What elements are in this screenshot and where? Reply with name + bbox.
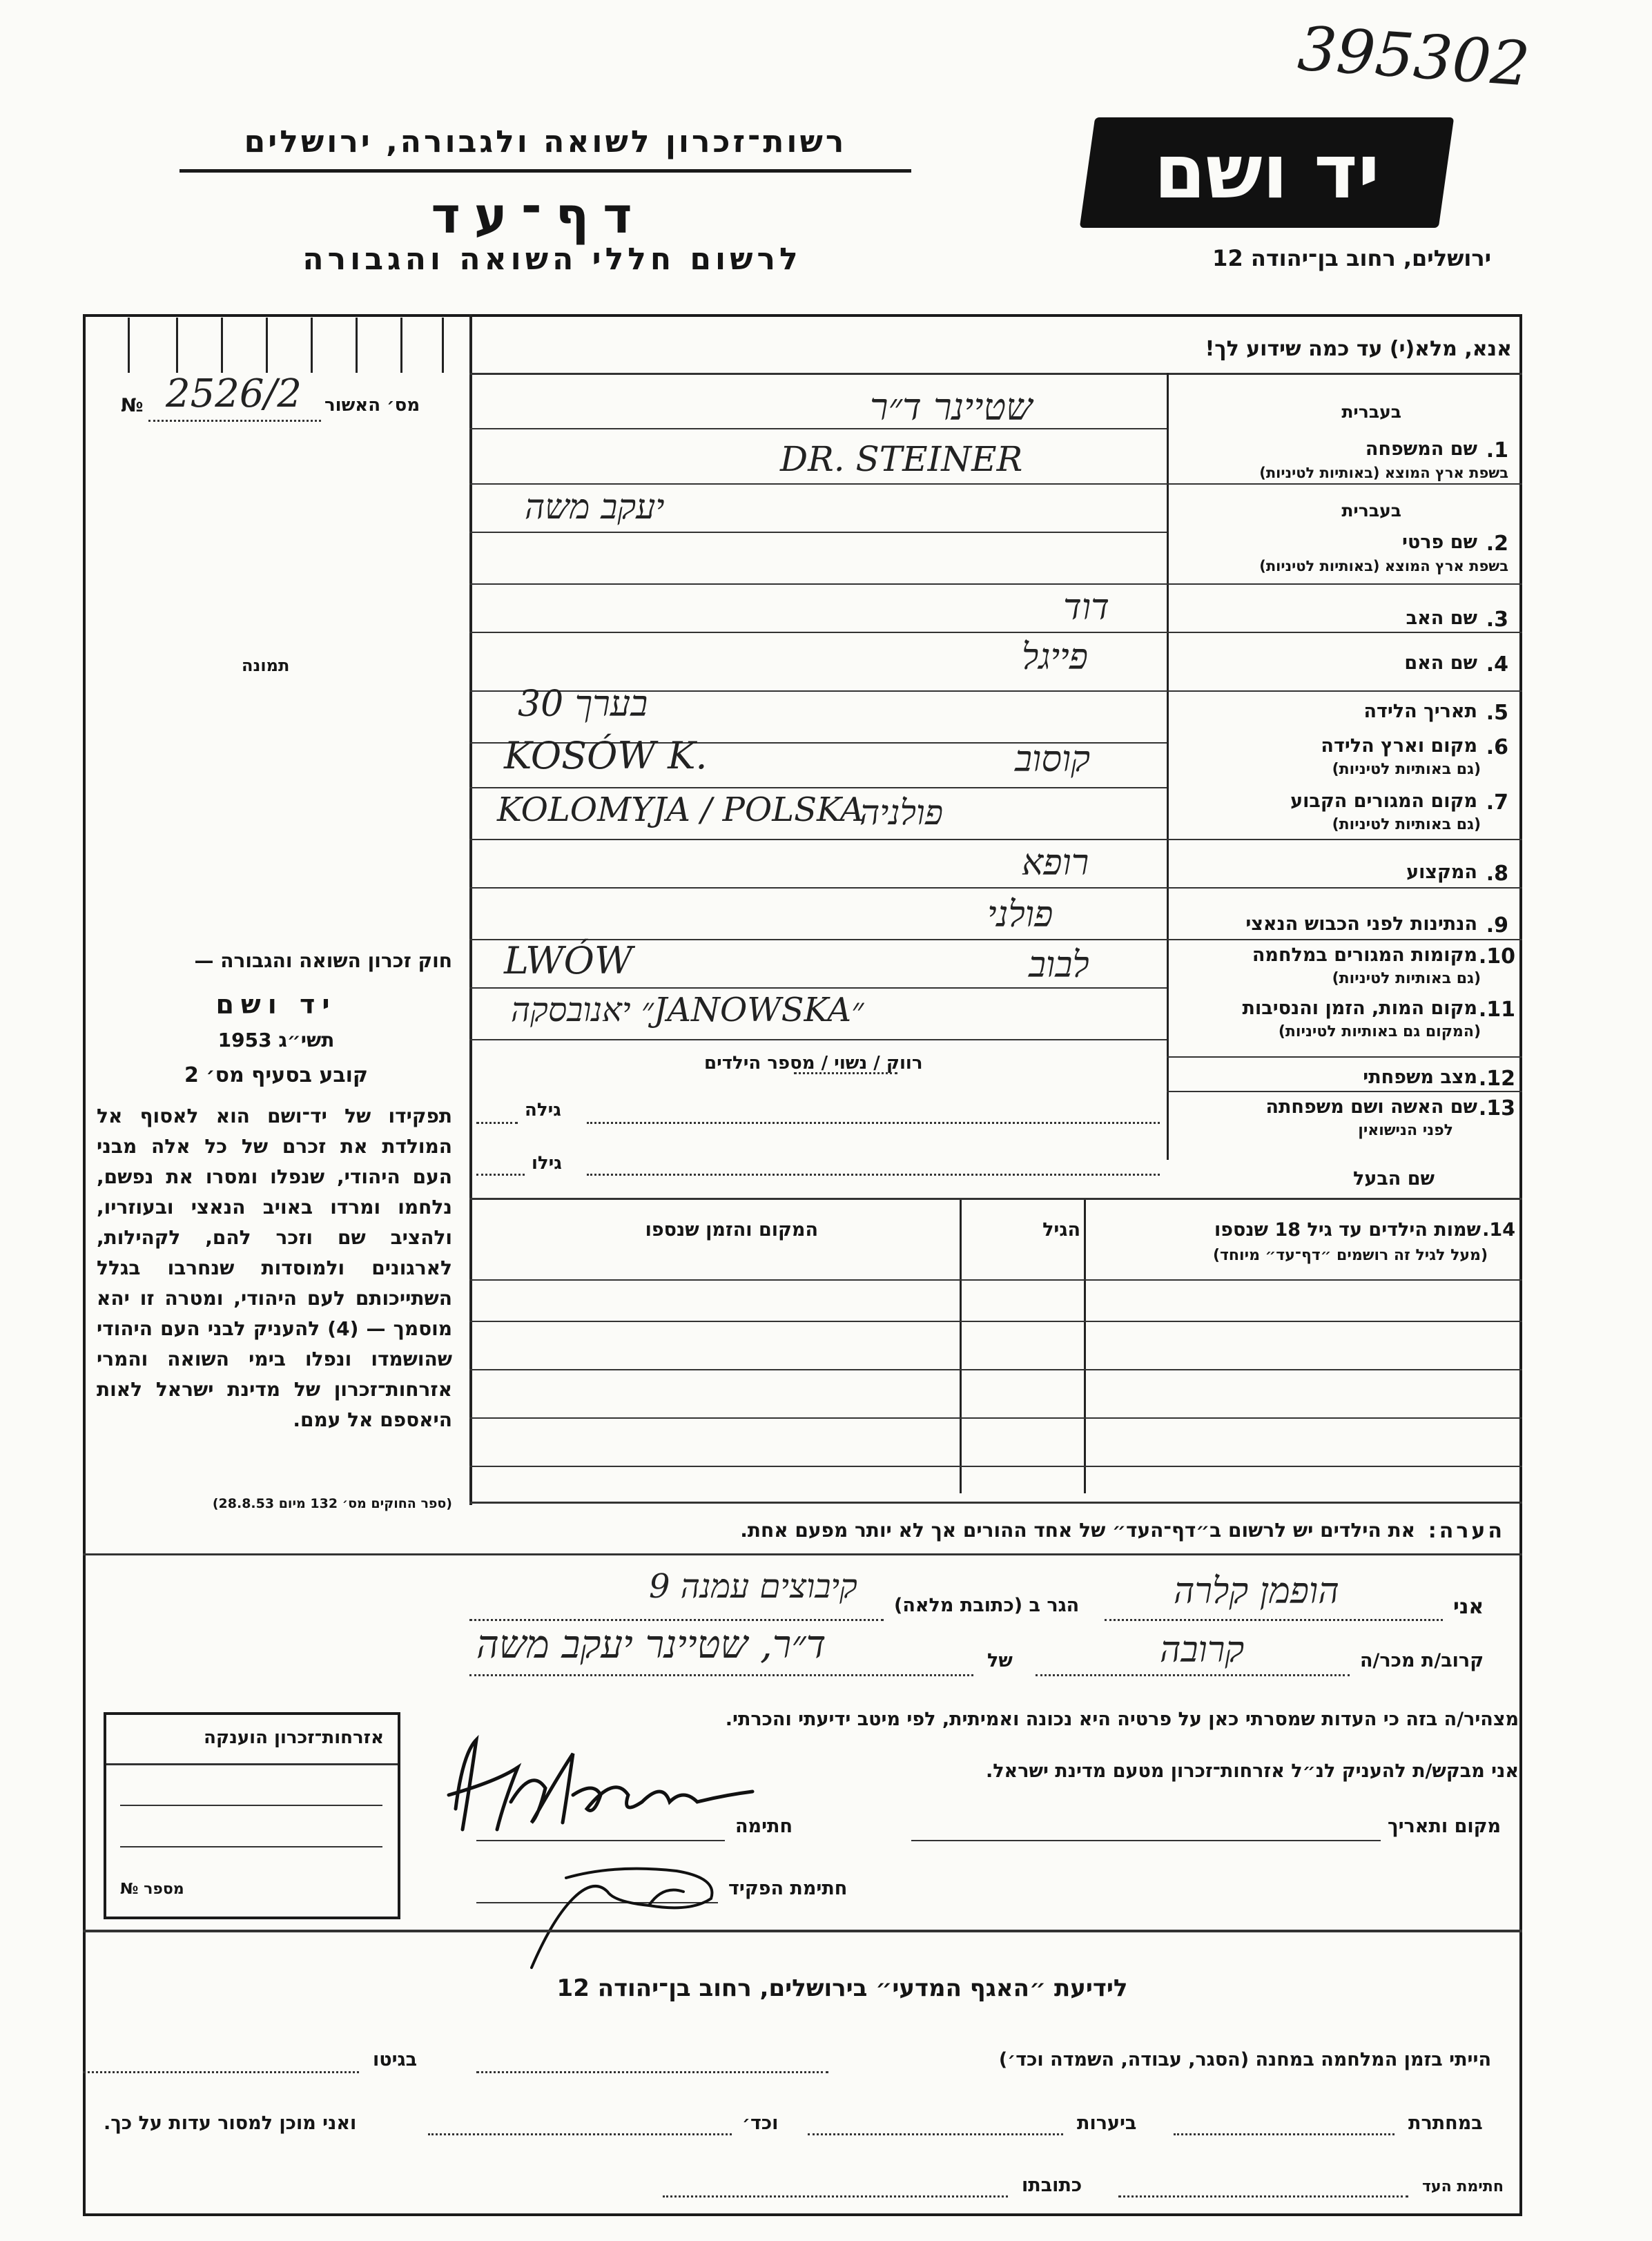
intro-text: אנא, מלא(י) עד כמה שידוע לך! (1205, 337, 1512, 361)
field-1-num: 1. (1486, 438, 1508, 463)
certificate-rule-1 (106, 1763, 398, 1765)
field-2-value-hebrew: יעקב משה (525, 487, 665, 527)
field-7-value: פולניה (859, 793, 944, 833)
bottom-ghetto-dots (83, 2071, 359, 2073)
law-box (86, 935, 466, 1543)
yad-vashem-logo (1080, 117, 1454, 228)
wife-age-label: גילה (525, 1100, 561, 1120)
field-11-value: ״JANOWSKA״ יאנובסקה (511, 991, 864, 1029)
husband-age-dots (476, 1174, 525, 1176)
field-11-label: מקום המות, הזמן והנסיבות (1242, 998, 1477, 1019)
bottom-willing-label: ואני מוכן למסור עדות על כך. (104, 2113, 357, 2134)
rule-val-12 (469, 987, 1167, 989)
rule-label-3 (1167, 632, 1522, 633)
rule-val-10 (469, 887, 1167, 889)
field-12-num: 12. (1478, 1067, 1515, 1091)
bottom-witness-sig-label: חתימת העד (1422, 2178, 1504, 2195)
place-date-label: מקום ותאריך (1388, 1816, 1502, 1837)
photo-tick-marks (128, 318, 466, 373)
place-date-line (911, 1840, 1381, 1841)
official-signature-label: חתימת הפקיד (728, 1878, 848, 1899)
field-13-label: שם האשה ושם משפחתה (1265, 1096, 1477, 1118)
declarant-address-dots (469, 1619, 884, 1621)
rule-val-1 (469, 428, 1167, 429)
field-1-value-hebrew: שטיינר ד״ר (870, 385, 1033, 429)
husband-name-dots (587, 1174, 1160, 1176)
field-9-label: הנתינות לפני הכבוש הנאצי (1245, 913, 1477, 935)
field-6-value: קוסוב (1015, 739, 1091, 780)
bottom-forests-label: ביערות (1077, 2113, 1137, 2134)
declarant-i-label: אני (1453, 1595, 1484, 1619)
note-top-rule (469, 1502, 1522, 1504)
bottom-underground-dots (1174, 2133, 1395, 2135)
approval-dots (148, 420, 321, 422)
bottom-section-rule (83, 1930, 1522, 1932)
law-reference: (ספר החוקים מס׳ 132 מיום 28.8.53) (212, 1496, 452, 1511)
rule-label-8 (1167, 1056, 1522, 1058)
bottom-forests-dots (808, 2133, 1063, 2135)
children-col-place: המקום והזמן שנספו (645, 1219, 818, 1241)
field-8-num: 8. (1486, 862, 1508, 886)
rule-val-4 (469, 583, 1167, 585)
rule-val-9 (469, 839, 1167, 840)
bottom-camp-dots (476, 2071, 828, 2073)
law-clause: קובע בסעיף מס׳ 2 (184, 1063, 369, 1087)
declarant-address: קיבוצים עמנה 9 (649, 1567, 857, 1606)
children-rule-1 (469, 1279, 1522, 1281)
certificate-rule-2 (120, 1805, 382, 1806)
law-title: חוק זכרון השואה והגבורה — (194, 949, 452, 972)
law-logo: יד ושם (215, 989, 337, 1020)
relation-dots (1036, 1674, 1350, 1676)
of-value: ד״ר, שטיינר יעקב משה (476, 1622, 826, 1667)
children-rule-4 (469, 1417, 1522, 1419)
field-6-num: 6. (1486, 735, 1508, 759)
field-8-label: המקצוע (1406, 862, 1477, 883)
rule-label-5 (1167, 839, 1522, 840)
field-9-value: פולני (987, 894, 1053, 935)
field-10-label: מקומות המגורים במלחמה (1252, 944, 1477, 966)
children-table (469, 1200, 1522, 1493)
field-5-label: תאריך הלידה (1363, 701, 1477, 722)
certificate-rule-3 (120, 1846, 382, 1847)
photo-label: תמונה (242, 656, 290, 675)
bottom-etc-dots (428, 2133, 732, 2135)
field-10-value-latin: LWÓW (504, 939, 633, 982)
field-11-sub: (המקום גם באותיות לטיניות) (1278, 1023, 1481, 1040)
bottom-camp-label: הייתי בזמן המלחמה במחנה (הסגר, עבודה, השמדה וכד׳) (998, 2049, 1491, 2070)
bottom-address-dots (663, 2195, 1008, 2198)
field-2-sub: בשפת ארץ המוצא (באותיות לטיניות) (1259, 558, 1508, 574)
relation-value: קרובה (1160, 1629, 1245, 1671)
note-text: את הילדים יש לרשום ב״דף־העד״ של אחד ההורים אך לא יותר מפעם אחת. (740, 1519, 1415, 1542)
field-10-sub: (גם באותיות לטיניות) (1332, 970, 1481, 987)
field-4-label: שם האם (1404, 652, 1477, 674)
field-13-sub: לפני הנישואין (1358, 1122, 1453, 1139)
field-14-num: 14. (1482, 1219, 1515, 1241)
field-4-num: 4. (1486, 652, 1508, 677)
declarant-address-label: הגר ב (כתובת מלאה) (894, 1595, 1080, 1616)
wife-name-dots (587, 1122, 1160, 1124)
field-9-num: 9. (1486, 913, 1508, 938)
field-7-value-latin: KOLOMYJA / POLSKA (497, 790, 864, 829)
field-14-sub: (מעל לגיל זה רושמים ״דף־עד״ מיוחד) (1212, 1247, 1488, 1264)
authority-underline (179, 169, 911, 173)
field-10-num: 10. (1478, 944, 1515, 969)
rule-val-8 (469, 787, 1167, 788)
note-bottom-rule (83, 1553, 1522, 1555)
rule-label-4 (1167, 690, 1522, 692)
declaration-text: מצהיר/ה בזה כי העדות שמסרתי כאן על פרטיה היא נכונה ואמיתית, לפי מיטב ידיעתי והכרתי. (725, 1709, 1519, 1730)
file-number: 395302 (1295, 12, 1533, 100)
field-3-value: דוד (1063, 587, 1109, 628)
approval-number: 2526/2 (166, 371, 302, 416)
field-3-num: 3. (1486, 608, 1508, 632)
bottom-heading: לידיעת ״האגף המדעי״ בירושלים, רחוב בן־יהודה 12 (556, 1975, 1128, 2002)
children-rule-3 (469, 1369, 1522, 1370)
wife-age-dots (476, 1122, 518, 1124)
rule-label-2 (1167, 583, 1522, 585)
field-1-sub: בשפת ארץ המוצא (באותיות לטיניות) (1259, 465, 1508, 481)
field-7-label: מקום המגורים הקבוע (1290, 790, 1477, 812)
children-col-names: שמות הילדים עד גיל 18 שנספו (1214, 1219, 1481, 1241)
field-2-label: שם פרטי (1402, 532, 1477, 553)
declarant-name: הופמן קלרה (1174, 1571, 1339, 1612)
field-5-value: בערך 30 (518, 683, 648, 725)
authority-title: רשות־זכרון לשואה ולגבורה, ירושלים (244, 124, 847, 159)
children-col-divider-2 (1084, 1200, 1086, 1493)
law-year: תשי״ג 1953 (217, 1029, 335, 1051)
field-12-label: מצב משפחתי (1363, 1067, 1477, 1088)
field-2-lang: בעברית (1341, 501, 1401, 521)
rule-val-13 (469, 1039, 1167, 1040)
field-11-num: 11. (1478, 998, 1515, 1022)
field-5-num: 5. (1486, 701, 1508, 725)
field-6-sub: (גם באותיות לטיניות) (1332, 761, 1481, 778)
field-6-value-latin: KOSÓW K. (504, 734, 708, 777)
declarant-signature (435, 1726, 766, 1843)
note-row (469, 1505, 1519, 1553)
bottom-underground-label: במחתרת (1408, 2113, 1483, 2134)
page-subtitle: לרשום חללי השואה והגבורה (302, 242, 802, 277)
husband-label: שם הבעל (1353, 1168, 1435, 1190)
rule-label-6 (1167, 887, 1522, 889)
children-rule-2 (469, 1321, 1522, 1322)
relation-label: קרוב/ת מכר/ה (1360, 1650, 1484, 1671)
rule-val-3 (469, 532, 1167, 533)
field-12-options: רווק / נשוי / מספר הילדים (704, 1053, 923, 1074)
field-6-label: מקום וארץ הלידה (1321, 735, 1477, 757)
bottom-ghetto-label: בגיטו (373, 2049, 418, 2070)
field-labels (1167, 373, 1522, 1201)
field-8-value: רופא (1022, 842, 1089, 884)
field-1-label: שם המשפחה (1365, 438, 1477, 460)
certificate-number: מספר № (120, 1881, 184, 1898)
of-label: של (987, 1650, 1013, 1671)
husband-age-label: גילו (532, 1153, 562, 1174)
bottom-address-label: כתובתו (1022, 2175, 1082, 2196)
field-7-num: 7. (1486, 790, 1508, 815)
request-text: אני מבקש/ת להעניק לנ״ל אזרחות־זכרון מטעם מדינת ישראל. (985, 1760, 1519, 1782)
children-rule-5 (469, 1466, 1522, 1467)
declarant-name-dots (1105, 1619, 1443, 1621)
field-10-value: לבוב (1029, 944, 1089, 986)
bottom-etc-label: וכד׳ (742, 2113, 779, 2134)
logo-text: יד ושם (1154, 129, 1380, 215)
approval-label: מס׳ האשור (324, 395, 420, 416)
children-count-dots (794, 1072, 897, 1074)
field-2-num: 2. (1486, 532, 1508, 556)
signature-label: חתימה (735, 1816, 793, 1837)
bottom-witness-sig-dots (1118, 2195, 1408, 2198)
certificate-title: אזרחות־זכרון הוענקה (204, 1727, 384, 1748)
note-label: הערה: (1428, 1519, 1505, 1543)
official-signature (511, 1836, 759, 1975)
header-address: ירושלים, רחוב בן־יהודה 12 (1212, 245, 1491, 271)
children-col-age: הגיל (1042, 1219, 1080, 1241)
rule-label-1 (1167, 483, 1522, 485)
certificate-box (104, 1712, 400, 1919)
of-dots (469, 1674, 973, 1676)
field-1-lang: בעברית (1341, 402, 1401, 422)
rule-label-7 (1167, 939, 1522, 940)
law-body: תפקידו של יד־ושם הוא לאסוף אל המולדת את זכרם של כל אלה מבני העם היהודי, שנפלו ומסרו את נפשם, נלחמו ומרדו באויב הנאצי ובעוזריו, ולהציב שם וזכר להם, לקהילות, לארגונים ולמוסדות שנחרבו בגלל השתייכותם לעם היהודי, ומטרה זו יהא מוסמך — (4) להעניק לבני העם היהודי שהושמדו ונפלו בימי השואה והמרי אזרחות־זכרון של מדינת ישראל לאות היאספם אל עמם. (97, 1105, 452, 1431)
approval-prefix: № (121, 395, 144, 416)
page-title: דף־עד (431, 186, 646, 244)
rule-val-2 (469, 483, 1167, 485)
rule-val-5 (469, 632, 1167, 633)
field-7-sub: (גם באותיות לטיניות) (1332, 816, 1481, 833)
field-13-num: 13. (1478, 1096, 1515, 1120)
field-3-label: שם האב (1406, 608, 1477, 629)
children-col-divider-1 (960, 1200, 962, 1493)
field-4-value: פייגל (1022, 637, 1089, 678)
rule-label-9 (1167, 1091, 1522, 1092)
field-1-value-latin: DR. STEINER (780, 439, 1023, 479)
